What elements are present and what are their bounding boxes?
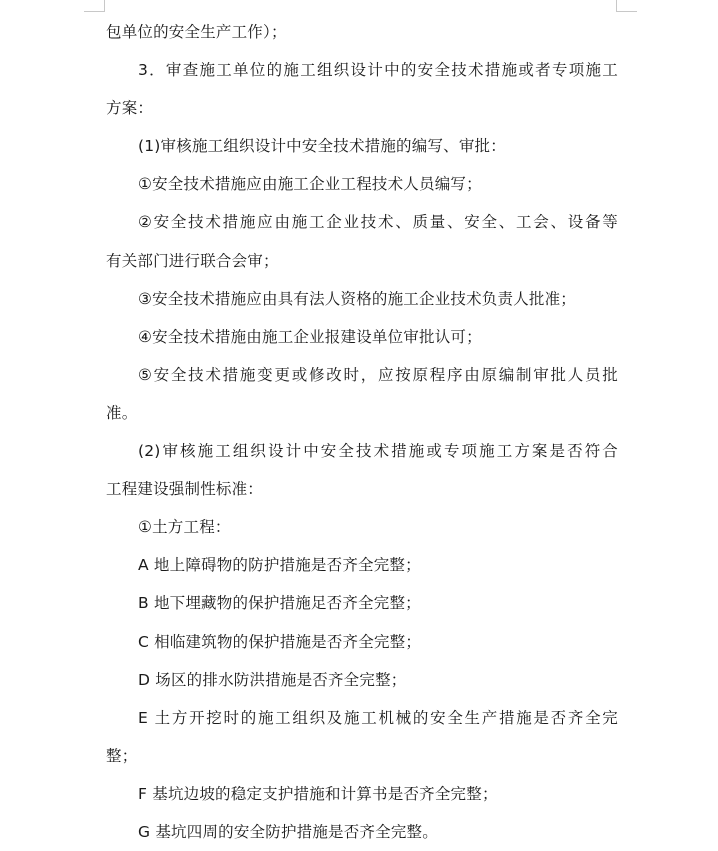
text-line: (2)审核施工组织设计中安全技术措施或专项施工方案是否符合	[138, 442, 618, 461]
text-line: ②安全技术措施应由施工企业技术、质量、安全、工会、设备等	[138, 213, 618, 232]
text-line: C 相临建筑物的保护措施是否齐全完整；	[138, 632, 422, 651]
text-line: 方案：	[106, 99, 154, 118]
document-body	[106, 13, 618, 851]
text-line: (1)审核施工组织设计中安全技术措施的编写、审批：	[138, 137, 506, 156]
text-line: ①安全技术措施应由施工企业工程技术人员编写；	[138, 175, 482, 194]
text-line: G 基坑四周的安全防护措施是否齐全完整。	[138, 822, 438, 841]
page-corner-mark-left	[84, 0, 105, 12]
text-line: A 地上障碍物的防护措施是否齐全完整；	[138, 556, 421, 575]
text-line: ⑤安全技术措施变更或修改时，应按原程序由原编制审批人员批	[138, 365, 618, 384]
page-corner-mark-right	[616, 0, 637, 12]
text-line: ③安全技术措施应由具有法人资格的施工企业技术负责人批准；	[138, 289, 576, 308]
text-line: 工程建设强制性标准：	[106, 480, 264, 499]
text-line: 3．审查施工单位的施工组织设计中的安全技术措施或者专项施工	[138, 61, 618, 80]
text-line: 有关部门进行联合会审；	[106, 251, 279, 270]
text-line: 整；	[106, 746, 138, 765]
text-line: ①土方工程：	[138, 518, 231, 537]
text-line: B 地下埋藏物的保护措施足否齐全完整；	[138, 594, 421, 613]
text-line: E 土方开挖时的施工组织及施工机械的安全生产措施是否齐全完	[138, 708, 618, 727]
text-line: 包单位的安全生产工作）；	[106, 23, 287, 41]
text-line: D 场区的排水防洪措施是否齐全完整；	[138, 670, 407, 689]
text-line: ④安全技术措施由施工企业报建设单位审批认可；	[138, 327, 482, 346]
text-line: F 基坑边坡的稳定支护措施和计算书是否齐全完整；	[138, 784, 498, 803]
text-line: 准。	[106, 403, 138, 422]
